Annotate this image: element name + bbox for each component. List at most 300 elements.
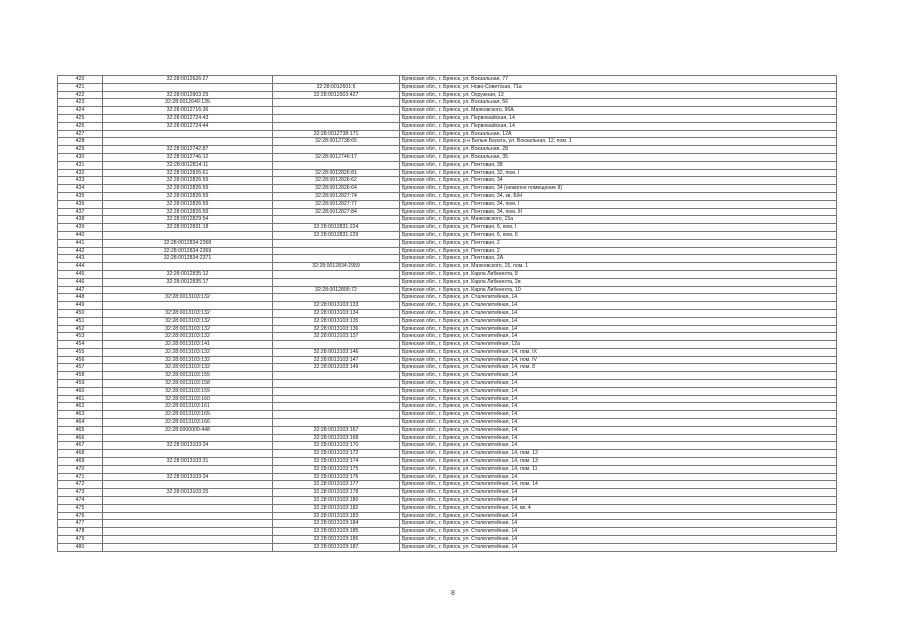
table-row [58,512,837,520]
land-plot-number-cell: 32:28:0013103:132 [103,317,273,325]
land-plot-number-cell: 32:28:0013103:159 [103,387,273,395]
land-plot-number-cell: 32:28:0013103:24 [103,473,273,481]
building-number-cell: 32:28:0013103:180 [273,497,400,505]
building-number-cell: 32:28:0012738:171 [273,130,400,138]
address-cell: Брянская обл., г. Брянск, ул. Почтовая, 2 [400,247,837,255]
land-plot-number-cell [103,138,273,146]
table-row [58,255,837,263]
building-number-cell: 32:28:0012895:72 [273,286,400,294]
table-row [58,270,837,278]
address-cell: Брянская обл., г. Брянск, ул. Сталелитейная, 14 [400,512,837,520]
address-cell: Брянская обл., г. Брянск, ул. Почтовая, 6, пом. I [400,224,837,232]
row-number-cell: 477 [58,520,103,528]
land-plot-number-cell: 32:28:0013103:161 [103,403,273,411]
table-row [58,107,837,115]
building-number-cell: 32:28:0012903:427 [273,91,400,99]
address-cell: Брянская обл., г. Брянск, ул. Почтовая, 32, пом. I [400,169,837,177]
table-row [58,302,837,310]
address-cell: Брянская обл., г. Брянск, ул. Маяковского, 15а [400,216,837,224]
table-row [58,83,837,91]
row-number-cell: 439 [58,224,103,232]
land-plot-number-cell: 32:28:0013103:155 [103,372,273,380]
row-number-cell: 457 [58,364,103,372]
address-cell: Брянская обл., г. Брянск, ул. Почтовая, 34, кв. Б/Н [400,192,837,200]
table-row [58,114,837,122]
row-number-cell: 479 [58,536,103,544]
building-number-cell: 32:28:0012738:65 [273,138,400,146]
building-number-cell [273,255,400,263]
row-number-cell: 443 [58,255,103,263]
address-cell: Брянская обл., г. Брянск, ул. Вокзальная, 28 [400,146,837,154]
table-row [58,543,837,551]
land-plot-number-cell: 32:28:0013103:132 [103,356,273,364]
land-plot-number-cell [103,497,273,505]
address-cell: Брянская обл., г. Брянск, ул. Сталелитейная, 14, пом. 14 [400,481,837,489]
row-number-cell: 426 [58,122,103,130]
row-number-cell: 472 [58,481,103,489]
land-plot-number-cell: 32:28:0012834:2368 [103,239,273,247]
row-number-cell: 448 [58,294,103,302]
building-number-cell [273,387,400,395]
land-plot-number-cell: 32:28:0012826:61 [103,169,273,177]
land-plot-number-cell [103,543,273,551]
address-cell: Брянская обл., г. Брянск, ул. Сталелитейная, 14 [400,434,837,442]
table-row [58,372,837,380]
address-cell: Брянская обл., г. Брянск, ул. Вокзальная, 35 [400,153,837,161]
land-plot-number-cell [103,434,273,442]
address-cell: Брянская обл., г. Брянск, ул. Сталелитейная, 14 [400,395,837,403]
table-row [58,442,837,450]
land-plot-number-cell [103,520,273,528]
table-row [58,380,837,388]
table-row [58,419,837,427]
land-plot-number-cell [103,286,273,294]
address-cell: Брянская обл., г. Брянск, ул. Сталелитейная, 14, пом. 11 [400,465,837,473]
land-plot-number-cell [103,130,273,138]
table-row [58,169,837,177]
table-row [58,224,837,232]
land-plot-number-cell: 32:28:0012814:11 [103,161,273,169]
row-number-cell: 442 [58,247,103,255]
row-number-cell: 453 [58,333,103,341]
row-number-cell: 429 [58,146,103,154]
table-row [58,216,837,224]
address-cell: Брянская обл., г. Брянск, ул. Сталелитейная, 14 [400,380,837,388]
building-number-cell [273,372,400,380]
building-number-cell [273,419,400,427]
address-cell: Брянская обл., г. Брянск, ул. Почтовая, 6, пом. II [400,231,837,239]
address-cell: Брянская обл., г. Брянск, ул. Почтовая, 38 [400,161,837,169]
table-row [58,200,837,208]
address-cell: Брянская обл., г. Брянск, ул. Сталелитейная, 14 [400,309,837,317]
land-plot-number-cell: 32:28:0013103:132 [103,325,273,333]
land-plot-number-cell: 32:28:0012826:59 [103,185,273,193]
address-cell: Брянская обл., г. Брянск, ул. Окружная, 13 [400,91,837,99]
row-number-cell: 423 [58,99,103,107]
row-number-cell: 462 [58,403,103,411]
row-number-cell: 436 [58,200,103,208]
building-number-cell: 32:28:0013103:182 [273,504,400,512]
address-cell: Брянская обл., г. Брянск, ул. Сталелитейная, 14 [400,489,837,497]
row-number-cell: 473 [58,489,103,497]
address-cell: Брянская обл., г. Брянск, ул. Сталелитейная, 14 [400,411,837,419]
row-number-cell: 428 [58,138,103,146]
table-row [58,536,837,544]
row-number-cell: 431 [58,161,103,169]
land-plot-number-cell: 32:28:0012835:12 [103,270,273,278]
registry-table-body [58,76,837,552]
building-number-cell: 32:28:0013103:184 [273,520,400,528]
row-number-cell: 420 [58,76,103,84]
table-row [58,294,837,302]
row-number-cell: 430 [58,153,103,161]
land-plot-number-cell [103,512,273,520]
land-plot-number-cell: 32:28:0012640:135 [103,99,273,107]
building-number-cell: 32:28:0013103:172 [273,450,400,458]
building-number-cell: 32:28:0013103:135 [273,317,400,325]
building-number-cell: 32:28:0013103:175 [273,465,400,473]
address-cell: Брянская обл., г. Брянск, ул. Первомайская, 14 [400,122,837,130]
building-number-cell: 32:28:0013103:176 [273,473,400,481]
address-cell: Брянская обл., г. Брянск, ул. Сталелитейная, 14 [400,302,837,310]
land-plot-number-cell [103,528,273,536]
address-cell: Брянская обл., г. Брянск, ул. Почтовая, 2А [400,255,837,263]
address-cell: Брянская обл., г. Брянск, р-н Белые Берега, ул. Вокзальная, 12, пом. 1 [400,138,837,146]
land-plot-number-cell: 32:28:0012724:44 [103,122,273,130]
building-number-cell: 32:28:0013103:133 [273,302,400,310]
building-number-cell [273,294,400,302]
land-plot-number-cell: 32:28:0012826:59 [103,208,273,216]
building-number-cell [273,239,400,247]
table-row [58,76,837,84]
address-cell: Брянская обл., г. Брянск, ул. Карла Либкнехта, 2в [400,278,837,286]
address-cell: Брянская обл., г. Брянск, ул. Сталелитейная, 14 [400,372,837,380]
table-row [58,504,837,512]
land-plot-number-cell: 32:28:0013103:160 [103,395,273,403]
table-row [58,138,837,146]
land-plot-number-cell: 32:28:0012903:29 [103,91,273,99]
building-number-cell: 32:28:0013103:149 [273,364,400,372]
address-cell: Брянская обл., г. Брянск, ул. Сталелитейная, 14, пом. IV [400,356,837,364]
land-plot-number-cell: 32:28:0013103:141 [103,341,273,349]
land-plot-number-cell: 32:28:0012831:18 [103,224,273,232]
building-number-cell [273,216,400,224]
row-number-cell: 447 [58,286,103,294]
land-plot-number-cell: 32:28:0012626:27 [103,76,273,84]
row-number-cell: 455 [58,348,103,356]
row-number-cell: 444 [58,263,103,271]
table-row [58,247,837,255]
table-row [58,520,837,528]
address-cell: Брянская обл., г. Брянск, ул. Маяковского, 96А [400,107,837,115]
building-number-cell [273,146,400,154]
land-plot-number-cell [103,302,273,310]
building-number-cell: 32:28:0013103:174 [273,458,400,466]
address-cell: Брянская обл., г. Брянск, ул. Сталелитейная, 14, пом. 8 [400,364,837,372]
address-cell: Брянская обл., г. Брянск, ул. Сталелитейная, 12а [400,341,837,349]
table-row [58,356,837,364]
address-cell: Брянская обл., г. Брянск, ул. Вокзальная, 56 [400,99,837,107]
address-cell: Брянская обл., г. Брянск, ул. Первомайская, 14 [400,114,837,122]
land-plot-number-cell: 32:28:0013103:132 [103,333,273,341]
table-row [58,192,837,200]
building-number-cell: 32:28:0013103:185 [273,528,400,536]
land-plot-number-cell [103,450,273,458]
building-number-cell: 32:28:0012746:17 [273,153,400,161]
row-number-cell: 476 [58,512,103,520]
building-number-cell: 32:28:0013103:136 [273,325,400,333]
land-plot-number-cell: 32:28:0013103:132 [103,309,273,317]
row-number-cell: 434 [58,185,103,193]
land-plot-number-cell [103,504,273,512]
address-cell: Брянская обл., г. Брянск, ул. Почтовая, 2 [400,239,837,247]
row-number-cell: 449 [58,302,103,310]
address-cell: Брянская обл., г. Брянск, ул. Сталелитейная, 14 [400,419,837,427]
address-cell: Брянская обл., г. Брянск, ул. Сталелитейная, 14, пом. 12 [400,450,837,458]
address-cell: Брянская обл., г. Брянск, ул. Сталелитейная, 14 [400,387,837,395]
land-plot-number-cell: 32:28:0012826:59 [103,200,273,208]
row-number-cell: 450 [58,309,103,317]
row-number-cell: 424 [58,107,103,115]
table-row [58,185,837,193]
address-cell: Брянская обл., г. Брянск, ул. Сталелитейная, 14, кв. 4 [400,504,837,512]
building-number-cell: 32:28:0012826:64 [273,185,400,193]
land-plot-number-cell: 32:28:0013103:132 [103,348,273,356]
land-plot-number-cell: 32:28:0013103:31 [103,458,273,466]
building-number-cell: 32:28:0012827:84 [273,208,400,216]
table-row [58,91,837,99]
row-number-cell: 478 [58,528,103,536]
land-plot-number-cell: 32:28:0013103:166 [103,419,273,427]
land-plot-number-cell: 32:28:0012724:43 [103,114,273,122]
table-row [58,434,837,442]
table-row [58,309,837,317]
row-number-cell: 467 [58,442,103,450]
row-number-cell: 451 [58,317,103,325]
row-number-cell: 463 [58,411,103,419]
building-number-cell: 32:28:0012827:74 [273,192,400,200]
table-row [58,465,837,473]
row-number-cell: 458 [58,372,103,380]
land-plot-number-cell: 32:28:0013103:165 [103,411,273,419]
building-number-cell [273,278,400,286]
building-number-cell [273,380,400,388]
table-row [58,153,837,161]
building-number-cell [273,411,400,419]
land-plot-number-cell: 32:28:0012834:2369 [103,247,273,255]
building-number-cell: 32:28:0012827:77 [273,200,400,208]
building-number-cell: 32:28:0013103:187 [273,543,400,551]
address-cell: Брянская обл., г. Брянск, ул. Сталелитейная, 14 [400,325,837,333]
land-plot-number-cell [103,536,273,544]
address-cell: Брянская обл., г. Брянск, ул. Ново-Советская, 71а [400,83,837,91]
table-row [58,239,837,247]
land-plot-number-cell: 32:28:0013103:24 [103,442,273,450]
land-plot-number-cell: 32:28:0013103:132 [103,364,273,372]
row-number-cell: 461 [58,395,103,403]
table-row [58,497,837,505]
building-number-cell [273,107,400,115]
table-row [58,317,837,325]
row-number-cell: 471 [58,473,103,481]
table-row [58,208,837,216]
table-row [58,231,837,239]
address-cell: Брянская обл., г. Брянск, ул. Сталелитейная, 14 [400,520,837,528]
land-plot-number-cell: 32:28:0012835:17 [103,278,273,286]
registry-table [57,75,837,552]
land-plot-number-cell [103,465,273,473]
table-row [58,333,837,341]
table-row [58,364,837,372]
row-number-cell: 460 [58,387,103,395]
row-number-cell: 440 [58,231,103,239]
address-cell: Брянская обл., г. Брянск, ул. Почтовая, 34, пом. I [400,200,837,208]
table-row [58,387,837,395]
row-number-cell: 465 [58,426,103,434]
row-number-cell: 427 [58,130,103,138]
table-row [58,395,837,403]
table-row [58,489,837,497]
row-number-cell: 464 [58,419,103,427]
building-number-cell [273,395,400,403]
building-number-cell [273,76,400,84]
address-cell: Брянская обл., г. Брянск, ул. Сталелитейная, 14 [400,294,837,302]
address-cell: Брянская обл., г. Брянск, ул. Почтовая, 34 [400,177,837,185]
address-cell: Брянская обл., г. Брянск, ул. Карла Либкнехта, 8 [400,270,837,278]
page-number: 8 [451,590,455,597]
building-number-cell: 32:28:0012601:6 [273,83,400,91]
address-cell: Брянская обл., г. Брянск, ул. Сталелитейная, 14 [400,442,837,450]
building-number-cell: 32:28:0013103:186 [273,536,400,544]
row-number-cell: 422 [58,91,103,99]
row-number-cell: 452 [58,325,103,333]
address-cell: Брянская обл., г. Брянск, ул. Сталелитейная, 14 [400,473,837,481]
table-row [58,411,837,419]
land-plot-number-cell [103,481,273,489]
table-row [58,99,837,107]
row-number-cell: 433 [58,177,103,185]
address-cell: Брянская обл., г. Брянск, ул. Сталелитейная, 14 [400,497,837,505]
address-cell: Брянская обл., г. Брянск, ул. Вокзальная, 12А [400,130,837,138]
building-number-cell [273,99,400,107]
building-number-cell: 32:28:0013103:167 [273,426,400,434]
address-cell: Брянская обл., г. Брянск, ул. Сталелитейная, 14 [400,317,837,325]
row-number-cell: 432 [58,169,103,177]
address-cell: Брянская обл., г. Брянск, ул. Сталелитейная, 14 [400,426,837,434]
building-number-cell: 32:28:0012834:2959 [273,263,400,271]
building-number-cell: 32:28:0013103:137 [273,333,400,341]
table-row [58,348,837,356]
building-number-cell: 32:28:0013103:146 [273,348,400,356]
land-plot-number-cell: 32:28:0012834:2371 [103,255,273,263]
row-number-cell: 459 [58,380,103,388]
table-row [58,341,837,349]
building-number-cell [273,341,400,349]
building-number-cell: 32:28:0013103:170 [273,442,400,450]
row-number-cell: 456 [58,356,103,364]
address-cell: Брянская обл., г. Брянск, ул. Сталелитейная, 14, пом. IX [400,348,837,356]
land-plot-number-cell: 32:28:0000000:448 [103,426,273,434]
row-number-cell: 474 [58,497,103,505]
land-plot-number-cell: 32:28:0012826:59 [103,177,273,185]
row-number-cell: 466 [58,434,103,442]
address-cell: Брянская обл., г. Брянск, ул. Сталелитейная, 14 [400,403,837,411]
land-plot-number-cell: 32:28:0012826:59 [103,192,273,200]
row-number-cell: 437 [58,208,103,216]
row-number-cell: 441 [58,239,103,247]
table-row [58,278,837,286]
table-row [58,146,837,154]
land-plot-number-cell [103,231,273,239]
building-number-cell: 32:28:0012826:62 [273,177,400,185]
row-number-cell: 480 [58,543,103,551]
table-row [58,130,837,138]
building-number-cell [273,161,400,169]
table-row [58,161,837,169]
table-row [58,458,837,466]
land-plot-number-cell [103,83,273,91]
building-number-cell: 32:28:0012826:81 [273,169,400,177]
building-number-cell: 32:28:0013103:178 [273,489,400,497]
row-number-cell: 469 [58,458,103,466]
building-number-cell: 32:28:0013103:183 [273,512,400,520]
land-plot-number-cell [103,263,273,271]
land-plot-number-cell: 32:28:0012829:54 [103,216,273,224]
address-cell: Брянская обл., г. Брянск, ул. Сталелитейная, 14 [400,543,837,551]
row-number-cell: 438 [58,216,103,224]
table-row [58,286,837,294]
building-number-cell: 32:28:0013103:147 [273,356,400,364]
table-row [58,473,837,481]
building-number-cell: 32:28:0013103:168 [273,434,400,442]
row-number-cell: 446 [58,278,103,286]
building-number-cell: 32:28:0013103:177 [273,481,400,489]
building-number-cell [273,403,400,411]
address-cell: Брянская обл., г. Брянск, ул. Почтовая, 34 (нежилое помещение II) [400,185,837,193]
table-row [58,481,837,489]
address-cell: Брянская обл., г. Брянск, ул. Маяковского, 15, пом. 1 [400,263,837,271]
table-row [58,403,837,411]
building-number-cell: 32:28:0013103:134 [273,309,400,317]
address-cell: Брянская обл., г. Брянск, ул. Сталелитейная, 14, пом. 13 [400,458,837,466]
table-row [58,122,837,130]
address-cell: Брянская обл., г. Брянск, ул. Карла Либкнехта, 10 [400,286,837,294]
table-row [58,450,837,458]
table-row [58,426,837,434]
land-plot-number-cell: 32:28:0012716:36 [103,107,273,115]
row-number-cell: 445 [58,270,103,278]
land-plot-number-cell: 32:28:0013103:25 [103,489,273,497]
address-cell: Брянская обл., г. Брянск, ул. Вокзальная, 77 [400,76,837,84]
building-number-cell [273,122,400,130]
land-plot-number-cell: 32:28:0012742:87 [103,146,273,154]
row-number-cell: 470 [58,465,103,473]
row-number-cell: 435 [58,192,103,200]
building-number-cell: 32:28:0012831:229 [273,231,400,239]
land-plot-number-cell: 32:28:0012746:12 [103,153,273,161]
building-number-cell [273,247,400,255]
address-cell: Брянская обл., г. Брянск, ул. Сталелитейная, 14 [400,536,837,544]
address-cell: Брянская обл., г. Брянск, ул. Сталелитейная, 14 [400,333,837,341]
row-number-cell: 468 [58,450,103,458]
table-row [58,528,837,536]
land-plot-number-cell: 32:28:0013103:158 [103,380,273,388]
row-number-cell: 421 [58,83,103,91]
building-number-cell [273,270,400,278]
table-row [58,325,837,333]
land-plot-number-cell: 32:28:0013103:132 [103,294,273,302]
building-number-cell: 32:28:0012831:224 [273,224,400,232]
